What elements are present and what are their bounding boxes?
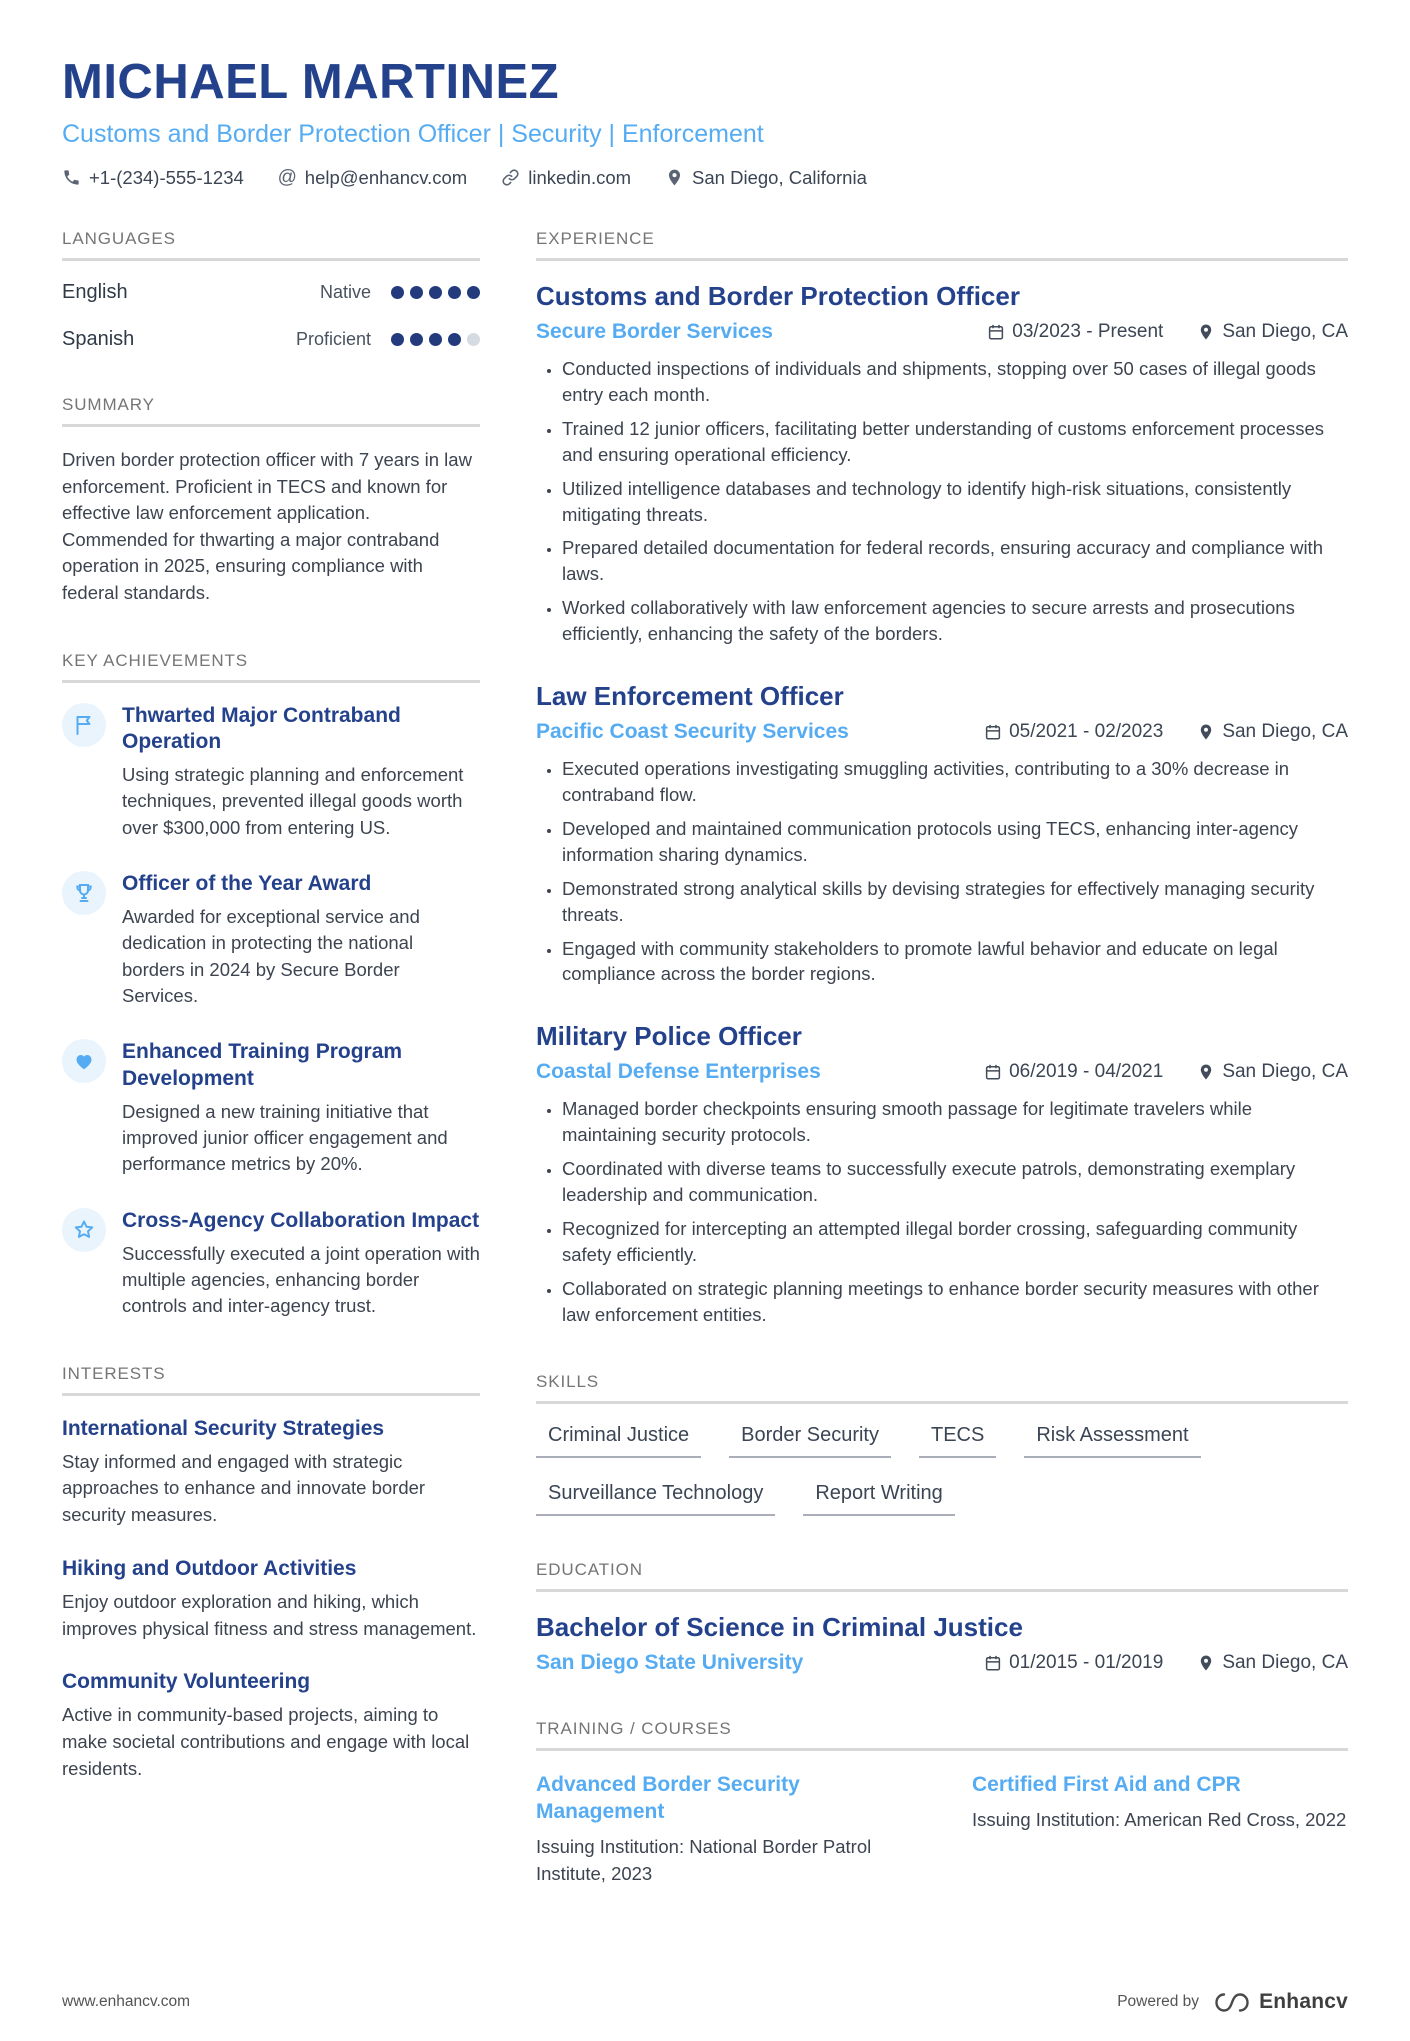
interest-title: International Security Strategies [62, 1416, 385, 1440]
achievement-text: Successfully executed a joint operation with multiple agencies, enhancing border controls and inter-agency trust. [122, 1242, 480, 1317]
page-footer [62, 1990, 1348, 2015]
training-section [536, 1719, 1348, 1887]
job-location: San Diego, CA [1197, 721, 1348, 743]
course-title: Advanced Border Security Management [536, 1772, 800, 1824]
achievement-text: Designed a new training initiative that improved junior officer engagement and performance metrics by 20%. [122, 1100, 448, 1175]
course-title: Certified First Aid and CPR [972, 1772, 1241, 1796]
company-name: Pacific Coast Security Services [536, 720, 849, 744]
interest-text: Stay informed and engaged with strategic approaches to enhance and innovate border security measures. [62, 1450, 426, 1526]
skill-item: TECS [919, 1424, 996, 1458]
degree-title: Bachelor of Science in Criminal Justice [536, 1611, 1023, 1642]
calendar-icon [984, 1654, 1002, 1672]
candidate-name: MICHAEL MARTINEZ [62, 55, 560, 109]
location-pin-icon [1197, 723, 1215, 741]
job-bullet-list [536, 356, 1348, 647]
bullet-item: • Developed and maintained communication protocols using TECS, enhancing inter-agency information sharing dynamics. [562, 816, 1348, 868]
achievements-section [62, 651, 480, 1320]
enhancv-brand[interactable] [1213, 1990, 1348, 2015]
enhancv-logo-icon [1213, 1990, 1251, 2015]
job-dates: 06/2019 - 04/2021 [984, 1061, 1163, 1083]
linkedin-url[interactable]: linkedin.com [528, 166, 632, 188]
interest-item [62, 1416, 480, 1529]
job-location: San Diego, CA [1197, 1061, 1348, 1083]
linkedin-contact[interactable] [501, 167, 631, 189]
education-section-title: EDUCATION [536, 1560, 1348, 1592]
experience-section [536, 229, 1348, 1328]
job-title: Customs and Border Protection Officer [536, 280, 1020, 311]
trophy-icon [62, 871, 106, 915]
bullet-item: • Collaborated on strategic planning meetings to enhance border security measures with other law enforcement entities. [562, 1276, 1348, 1328]
achievement-title: Officer of the Year Award [122, 871, 372, 895]
interests-section-title: INTERESTS [62, 1364, 480, 1396]
bullet-item: • Trained 12 junior officers, facilitating better understanding of customs enforcement processes and ensuring operational efficiency. [562, 416, 1348, 468]
course-item [536, 1771, 912, 1887]
education-location: San Diego, CA [1197, 1652, 1348, 1674]
bullet-item: • Engaged with community stakeholders to promote lawful behavior and educate on legal compliance across the border regions. [562, 936, 1348, 988]
interest-item [62, 1556, 480, 1643]
summary-text: Driven border protection officer with 7 years in law enforcement. Proficient in TECS and known for effective law enforcement application. Commended for thwarting a major contraband operation in 2025, ensuring compliance with federal standards. [62, 448, 472, 604]
education-dates: 01/2015 - 01/2019 [984, 1652, 1163, 1674]
course-item [972, 1771, 1348, 1887]
company-name: Coastal Defense Enterprises [536, 1060, 821, 1084]
achievement-item [62, 1039, 480, 1177]
location-pin-icon [1197, 1063, 1215, 1081]
bullet-item: • Worked collaboratively with law enforcement agencies to secure arrests and prosecutions efficiently, enhancing the safety of the borders. [562, 595, 1348, 647]
achievement-item [62, 1208, 480, 1320]
calendar-icon [984, 723, 1002, 741]
interest-text: Active in community-based projects, aiming to make societal contributions and engage with local residents. [62, 1704, 470, 1779]
at-icon: @ [277, 166, 297, 188]
job-title: Law Enforcement Officer [536, 680, 844, 711]
job-location: San Diego, CA [1197, 321, 1348, 343]
flag-icon [62, 703, 106, 747]
language-row [62, 328, 480, 351]
bullet-item: • Managed border checkpoints ensuring smooth passage for legitimate travelers while maintaining security protocols. [562, 1096, 1348, 1148]
phone-number: +1-(234)-555-1234 [89, 166, 244, 188]
summary-section [62, 395, 480, 607]
calendar-icon [984, 1063, 1002, 1081]
contact-row [62, 167, 1348, 189]
skills-section-title: SKILLS [536, 1372, 1348, 1404]
location-pin-icon [665, 168, 684, 187]
language-row [62, 281, 480, 304]
language-proficiency-dots [385, 286, 480, 299]
language-name: English [62, 280, 128, 303]
bullet-item: • Conducted inspections of individuals and shipments, stopping over 50 cases of illegal goods entry each month. [562, 356, 1348, 408]
skill-item: Report Writing [803, 1482, 954, 1516]
bullet-item: • Coordinated with diverse teams to successfully execute patrols, demonstrating exemplary leadership and communication. [562, 1156, 1348, 1208]
location-text: San Diego, California [692, 166, 867, 188]
language-level: Proficient [295, 328, 371, 349]
link-icon [501, 168, 520, 187]
experience-entry [536, 681, 1348, 987]
language-name: Spanish [62, 327, 135, 350]
job-dates: 05/2021 - 02/2023 [984, 721, 1163, 743]
achievement-text: Using strategic planning and enforcement techniques, prevented illegal goods worth over $300,000 from entering US. [122, 764, 464, 838]
company-name: Secure Border Services [536, 320, 773, 344]
skills-list [536, 1424, 1348, 1516]
achievement-title: Cross-Agency Collaboration Impact [122, 1208, 480, 1232]
skill-item: Surveillance Technology [536, 1482, 775, 1516]
course-details: Issuing Institution: National Border Patrol Institute, 2023 [536, 1836, 872, 1884]
achievements-section-title: KEY ACHIEVEMENTS [62, 651, 480, 683]
interest-title: Hiking and Outdoor Activities [62, 1556, 357, 1580]
bullet-item: • Demonstrated strong analytical skills by devising strategies for effectively managing security threats. [562, 876, 1348, 928]
enhancv-brand-name: Enhancv [1259, 1990, 1348, 2014]
skill-item: Criminal Justice [536, 1424, 701, 1458]
achievement-title: Enhanced Training Program Development [122, 1040, 403, 1090]
bullet-item: • Utilized intelligence databases and technology to identify high-risk situations, consistently mitigating threats. [562, 476, 1348, 528]
experience-entry [536, 281, 1348, 647]
school-name: San Diego State University [536, 1650, 804, 1674]
location-contact [665, 167, 867, 189]
bullet-item: • Recognized for intercepting an attempted illegal border crossing, safeguarding community safety efficiently. [562, 1216, 1348, 1268]
language-level: Native [319, 281, 371, 302]
interest-item [62, 1669, 480, 1782]
phone-contact [62, 167, 244, 189]
achievement-text: Awarded for exceptional service and dedication in protecting the national borders in 2024 by Secure Border Services. [122, 906, 420, 1006]
languages-section-title: LANGUAGES [62, 229, 480, 261]
calendar-icon [987, 323, 1005, 341]
job-dates: 03/2023 - Present [987, 321, 1163, 343]
email-address[interactable]: help@enhancv.com [304, 166, 468, 188]
summary-section-title: SUMMARY [62, 395, 480, 427]
achievement-title: Thwarted Major Contraband Operation [122, 703, 401, 753]
experience-section-title: EXPERIENCE [536, 229, 1348, 261]
right-column [536, 229, 1348, 1931]
job-bullet-list [536, 756, 1348, 987]
experience-entry [536, 1021, 1348, 1327]
course-details: Issuing Institution: American Red Cross, 2022 [972, 1809, 1347, 1831]
language-proficiency-dots [385, 333, 480, 346]
footer-website-link[interactable]: www.enhancv.com [62, 1993, 191, 2011]
job-title: Military Police Officer [536, 1021, 802, 1052]
phone-icon [62, 168, 81, 187]
left-column [62, 229, 480, 1931]
email-contact[interactable] [278, 167, 467, 189]
skill-item: Risk Assessment [1024, 1424, 1200, 1458]
interest-text: Enjoy outdoor exploration and hiking, which improves physical fitness and stress management. [62, 1590, 477, 1639]
bullet-item: • Executed operations investigating smuggling activities, contributing to a 30% decrease in contraband flow. [562, 756, 1348, 808]
bullet-item: • Prepared detailed documentation for federal records, ensuring accuracy and compliance with laws. [562, 535, 1348, 587]
location-pin-icon [1197, 323, 1215, 341]
achievement-item [62, 703, 480, 841]
languages-section [62, 229, 480, 351]
skills-section [536, 1372, 1348, 1516]
interests-section [62, 1364, 480, 1783]
star-icon [62, 1208, 106, 1252]
location-pin-icon [1197, 1654, 1215, 1672]
education-section [536, 1560, 1348, 1675]
resume-header [62, 56, 1348, 189]
powered-by-label: Powered by [1117, 1993, 1200, 2011]
candidate-headline: Customs and Border Protection Officer | Security | Enforcement [62, 119, 764, 148]
heart-icon [62, 1039, 106, 1083]
training-section-title: TRAINING / COURSES [536, 1719, 1348, 1751]
skill-item: Border Security [729, 1424, 891, 1458]
job-bullet-list [536, 1096, 1348, 1327]
achievement-item [62, 871, 480, 1009]
interest-title: Community Volunteering [62, 1670, 311, 1694]
